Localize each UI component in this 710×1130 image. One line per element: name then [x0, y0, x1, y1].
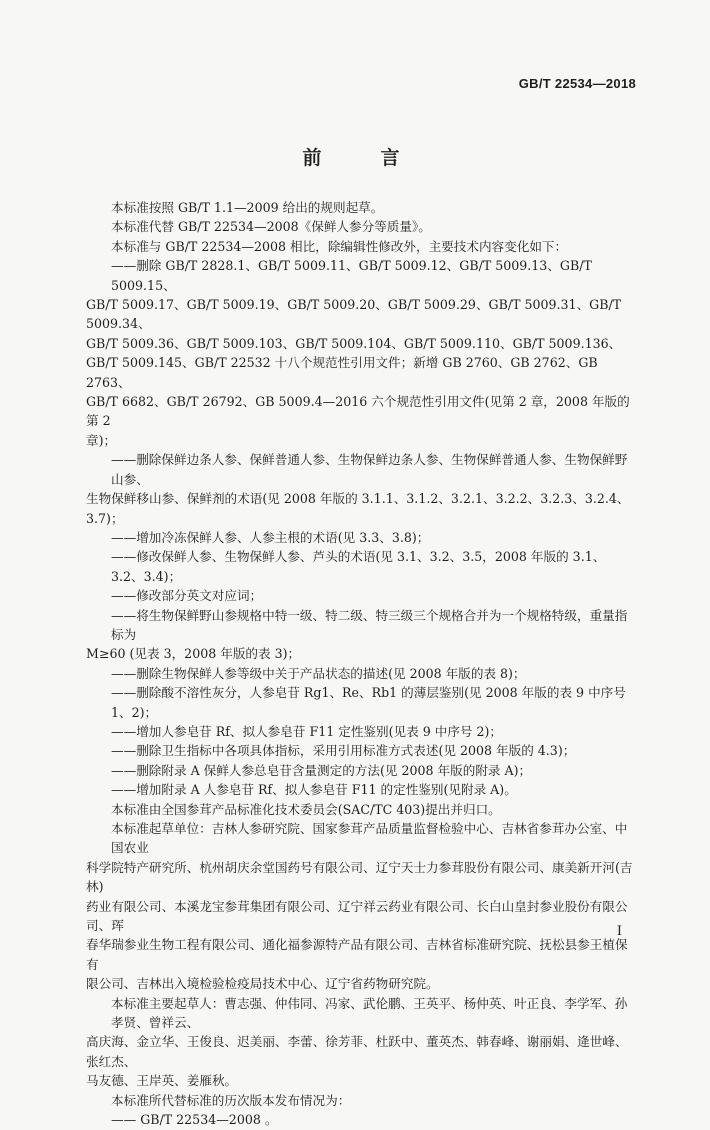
change-item	[86, 606, 637, 664]
closing-paragraph-continuation: 药业有限公司、本溪龙宝参茸集团有限公司、辽宁祥云药业有限公司、长白山皇封参业股份有限公司、珲	[86, 898, 628, 934]
closing-paragraph	[86, 819, 637, 994]
change-item	[86, 780, 637, 799]
closing-paragraph-lead: 本标准由全国参茸产品标准化技术委员会(SAC/TC 403)提出并归口。	[111, 801, 501, 817]
closing-paragraph	[86, 800, 637, 819]
closing-paragraph-continuation: 马友德、王岸英、姜雁秋。	[86, 1073, 238, 1089]
change-list	[86, 256, 637, 799]
change-item	[86, 528, 637, 547]
change-item-continuation: 章)；	[86, 432, 117, 448]
closing-paragraph-lead: —— GB/T 22534—2008 。	[111, 1112, 278, 1128]
closing-paragraphs	[86, 800, 637, 1130]
change-item-continuation: GB/T 6682、GB/T 26792、GB 5009.4—2016 六个规范性引用文件(见第 2 章，2008 年版的第 2	[86, 394, 630, 429]
foreword-body	[86, 198, 637, 1130]
change-item-lead: ——增加冷冻保鲜人参、人参主根的术语(见 3.3、3.8)；	[111, 529, 430, 545]
change-item	[86, 722, 637, 741]
change-item-lead: ——增加附录 A 人参皂苷 Rf、拟人参皂苷 F11 的定性鉴别(见附录 A)。	[111, 782, 517, 798]
change-item-lead: ——修改部分英文对应词；	[111, 588, 263, 604]
change-item-continuation: M≥60 (见表 3，2008 年版的表 3)；	[86, 646, 301, 662]
closing-paragraph-continuation: 限公司、吉林出入境检验检疫局技术中心、辽宁省药物研究院。	[86, 976, 439, 992]
change-item	[86, 547, 637, 586]
change-item-lead: ——删除酸不溶性灰分，人参皂苷 Rg1、Re、Rb1 的薄层鉴别(见 2008 年版的表 9 中序号 1、2)；	[111, 685, 626, 720]
change-item-continuation: 生物保鲜移山参、保鲜剂的术语(见 2008 年版的 3.1.1、3.1.2、3.2.1、3.2.2、3.2.3、3.2.4、3.7)；	[86, 491, 630, 526]
closing-paragraph-lead: 本标准主要起草人：曹志强、仲伟同、冯家、武伦鹏、王英平、杨仲英、叶正良、李学军、孙孝贤、曾祥云、	[111, 995, 628, 1031]
intro-paragraph: 本标准按照 GB/T 1.1—2009 给出的规则起草。	[111, 200, 384, 215]
change-item-lead: ——将生物保鲜野山参规格中特一级、特二级、特三级三个规格合并为一个规格特级，重量指标为	[111, 607, 628, 642]
closing-paragraph-continuation: 春华瑞参业生物工程有限公司、通化福参源特产品有限公司、吉林省标准研究院、抚松县参王植保有	[86, 937, 628, 972]
standard-code: GB/T 22534—2018	[518, 76, 636, 91]
change-item-continuation: GB/T 5009.17、GB/T 5009.19、GB/T 5009.20、GB/T 5009.29、GB/T 5009.31、GB/T 5009.34、	[86, 297, 622, 332]
change-item	[86, 741, 637, 760]
closing-paragraph	[86, 1091, 637, 1110]
closing-paragraph-continuation: 高庆海、金立华、王俊良、迟美丽、李蕾、徐芳菲、杜跃中、董英杰、韩春峰、谢丽娟、逄世峰、张红杰、	[86, 1034, 628, 1069]
intro-paragraphs	[111, 198, 637, 256]
change-item-continuation: GB/T 5009.36、GB/T 5009.103、GB/T 5009.104、GB/T 5009.110、GB/T 5009.136、	[86, 335, 622, 351]
closing-paragraph	[86, 994, 637, 1091]
intro-paragraph: 本标准与 GB/T 22534—2008 相比，除编辑性修改外，主要技术内容变化如下：	[111, 238, 568, 254]
closing-paragraph	[86, 1110, 637, 1129]
change-item	[86, 586, 637, 605]
change-item	[86, 256, 637, 450]
change-item-continuation: GB/T 5009.145、GB/T 22532 十八个规范性引用文件；新增 GB 2760、GB 2762、GB 2763、	[86, 355, 598, 390]
change-item-lead: ——删除生物保鲜人参等级中关于产品状态的描述(见 2008 年版的表 8)；	[111, 665, 526, 681]
change-item	[86, 683, 637, 722]
change-item-lead: ——增加人参皂苷 Rf、拟人参皂苷 F11 定性鉴别(见表 9 中序号 2)；	[111, 723, 503, 739]
change-item-lead: ——删除保鲜边条人参、保鲜普通人参、生物保鲜边条人参、生物保鲜普通人参、生物保鲜野山参、	[111, 452, 628, 487]
page-title: 前 言	[302, 147, 420, 169]
change-item-lead: ——删除 GB/T 2828.1、GB/T 5009.11、GB/T 5009.12、GB/T 5009.13、GB/T 5009.15、	[111, 258, 592, 293]
change-item	[86, 664, 637, 683]
change-item-lead: ——删除卫生指标中各项具体指标，采用引用标准方式表述(见 2008 年版的 4.3)；	[111, 743, 576, 759]
change-item-lead: ——修改保鲜人参、生物保鲜人参、芦头的术语(见 3.1、3.2、3.5，2008 年版的 3.1、3.2、3.4)；	[111, 549, 606, 584]
closing-paragraph-lead: 本标准起草单位：吉林人参研究院、国家参茸产品质量监督检验中心、吉林省参茸办公室、中国农业	[111, 821, 628, 856]
closing-paragraph-continuation: 科学院特产研究所、杭州胡庆余堂国药号有限公司、辽宁天士力参茸股份有限公司、康美新开河(吉林)	[86, 859, 633, 895]
change-item	[86, 761, 637, 780]
change-item	[86, 450, 637, 528]
closing-paragraph-lead: 本标准所代替标准的历次版本发布情况为：	[111, 1092, 351, 1108]
page-number: I	[616, 924, 622, 939]
intro-paragraph: 本标准代替 GB/T 22534—2008《保鲜人参分等质量》。	[111, 219, 431, 235]
change-item-lead: ——删除附录 A 保鲜人参总皂苷含量测定的方法(见 2008 年版的附录 A)；	[111, 762, 532, 778]
